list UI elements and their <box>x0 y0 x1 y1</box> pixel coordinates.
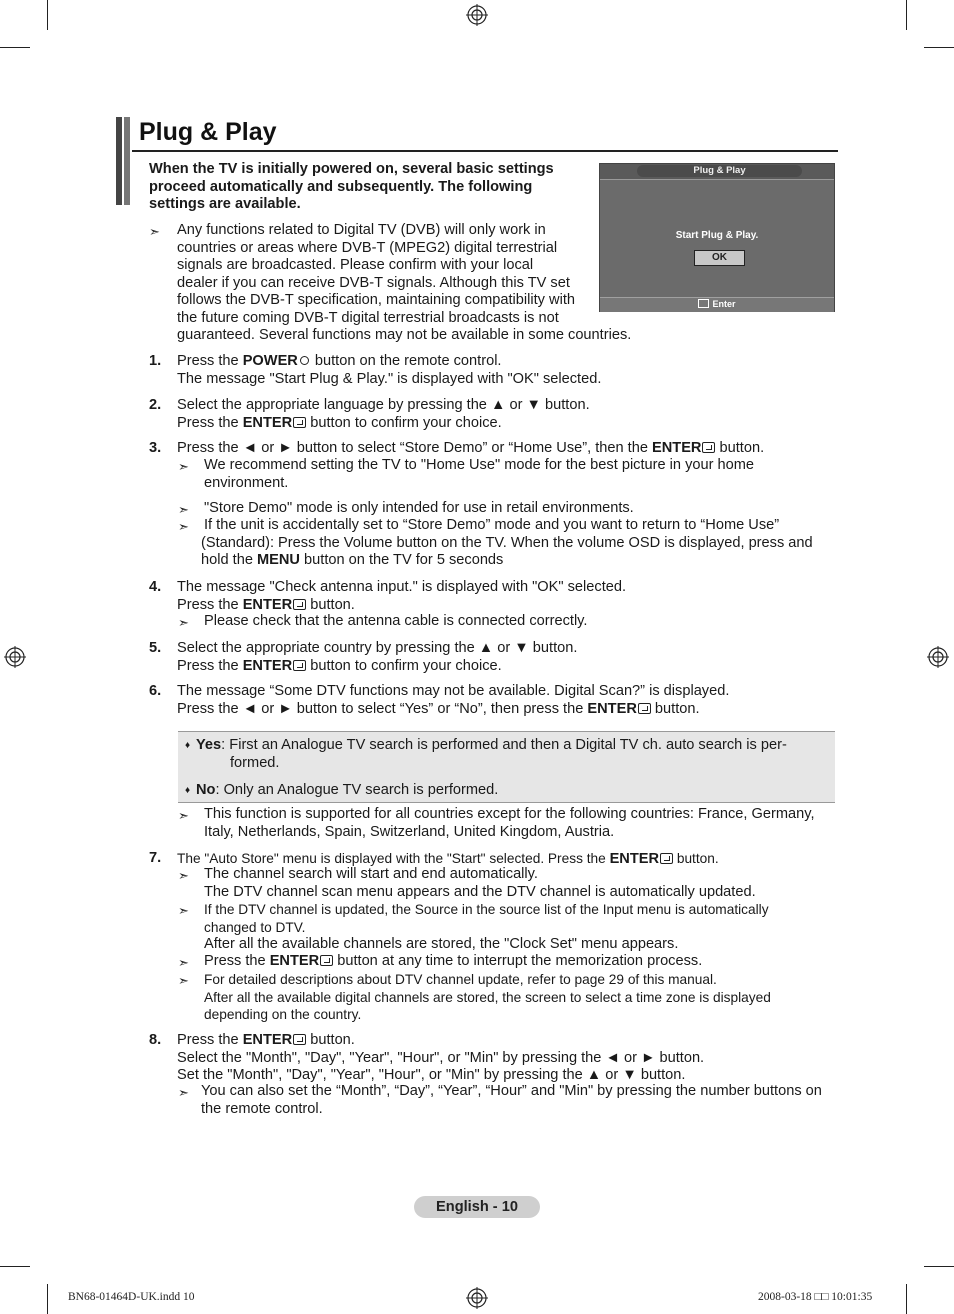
note-line: dealer if you can receive DVB-T signals. Although this TV set <box>177 274 570 291</box>
step-6-note <box>204 806 839 841</box>
registration-mark-icon <box>466 4 488 26</box>
step-number: 6. <box>149 683 162 699</box>
step-number: 4. <box>149 579 162 595</box>
step-text: button. <box>306 596 355 613</box>
note-line: You can also set the “Month”, “Day”, “Year”, “Hour” and "Min" by pressing the number buttons on <box>201 1083 822 1099</box>
crop-mark <box>0 47 30 48</box>
step-text: Press the ◄ or ► button to select “Store Demo” or “Home Use”, then the <box>177 440 652 456</box>
note-arrow-icon: ➣ <box>178 868 189 883</box>
note-arrow-icon: ➣ <box>178 1085 189 1100</box>
step-1 <box>177 353 837 388</box>
intro-line: proceed automatically and subsequently. The following <box>149 178 533 195</box>
note-arrow-icon: ➣ <box>178 903 189 918</box>
enter-icon <box>293 417 306 428</box>
step-4 <box>177 579 837 614</box>
crop-mark <box>47 1284 48 1314</box>
step-3-note-1 <box>204 457 839 492</box>
step-2 <box>177 397 837 432</box>
crop-mark <box>0 1266 30 1267</box>
note-line: depending on the country. <box>204 1007 362 1022</box>
note-line: Press the <box>204 953 270 969</box>
option-text: formed. <box>230 754 280 771</box>
note-line: the remote control. <box>201 1100 323 1117</box>
step-text: Press the <box>177 596 243 613</box>
footer-file-info: BN68-01464D-UK.indd 10 <box>68 1291 195 1303</box>
step-number: 1. <box>149 353 162 369</box>
step-text: button to confirm your choice. <box>306 657 502 674</box>
ok-button: OK <box>694 250 745 266</box>
registration-mark-icon <box>4 646 26 668</box>
step-text: button. <box>715 440 765 456</box>
step-3-note-3 <box>201 517 839 570</box>
note-line: For detailed descriptions about DTV channel update, refer to page 29 of this manual. <box>204 972 717 987</box>
note-line: This function is supported for all countries except for the following countries: France, Germany, <box>204 806 815 822</box>
step-3-note-2: "Store Demo" mode is only intended for use in retail environments. <box>204 500 634 516</box>
step-number: 7. <box>149 850 162 866</box>
note-line: If the DTV channel is updated, the Source in the source list of the Input menu is automatically <box>204 902 769 917</box>
screen-footer <box>600 297 834 312</box>
crop-mark <box>906 1284 907 1314</box>
enter-label: ENTER <box>242 596 293 613</box>
registration-mark-icon <box>927 646 949 668</box>
bullet-icon: ♦ <box>185 785 191 796</box>
note-line: (Standard): Press the Volume button on the TV. When the volume OSD is displayed, press and <box>201 534 813 551</box>
note-line: After all the available digital channels are stored, the screen to select a time zone is displayed <box>204 989 771 1005</box>
registration-mark-icon <box>466 1287 488 1309</box>
enter-icon <box>293 660 306 671</box>
intro-line: settings are available. <box>149 196 301 213</box>
step-text: Press the <box>177 414 243 431</box>
step-text: The message “Some DTV functions may not be available. Digital Scan?” is displayed. <box>177 683 730 699</box>
note-arrow-icon: ➣ <box>178 459 189 474</box>
screen-message: Start Plug & Play. <box>675 230 759 241</box>
intro-line: When the TV is initially powered on, several basic settings <box>149 161 554 177</box>
enter-icon <box>660 853 673 864</box>
step-number: 2. <box>149 397 162 413</box>
note-line: We recommend setting the TV to "Home Use" mode for the best picture in your home <box>204 457 755 473</box>
note-line: The channel search will start and end automatically. <box>204 866 538 882</box>
step-text: Select the "Month", "Day", "Year", "Hour", or "Min" by pressing the ◄ or ► button. <box>177 1049 705 1066</box>
step-text: The message "Start Plug & Play." is displayed with "OK" selected. <box>177 370 602 387</box>
note-arrow-icon: ➣ <box>178 502 189 517</box>
note-line: The DTV channel scan menu appears and the DTV channel is automatically updated. <box>204 883 756 900</box>
step-text: button on the remote control. <box>310 353 502 369</box>
step-5 <box>177 640 837 675</box>
note-line: button on the TV for 5 seconds <box>299 552 504 568</box>
dvb-note <box>177 222 647 345</box>
note-line: Italy, Netherlands, Spain, Switzerland, United Kingdom, Austria. <box>204 823 615 840</box>
enter-label: ENTER <box>242 657 293 674</box>
crop-mark <box>924 1266 954 1267</box>
heading-bar <box>116 117 122 205</box>
note-arrow-icon: ➣ <box>178 808 189 823</box>
heading-rule <box>132 150 838 152</box>
note-line: changed to DTV. <box>204 919 306 935</box>
note-line: signals are broadcasted. Please confirm with your local <box>177 257 534 273</box>
step-text: Select the appropriate country by pressing the ▲ or ▼ button. <box>177 640 578 656</box>
note-arrow-icon: ➣ <box>178 519 189 534</box>
enter-icon <box>638 703 651 714</box>
enter-label: ENTER <box>242 1032 293 1048</box>
enter-label: ENTER <box>242 414 293 431</box>
menu-label: MENU <box>257 552 300 568</box>
option-no <box>196 782 826 800</box>
note-line: hold the <box>201 552 257 568</box>
enter-label: ENTER <box>587 700 637 717</box>
step-7-note-1 <box>204 866 839 901</box>
screen-header: Plug & Play <box>637 165 802 177</box>
option-yes <box>196 737 826 772</box>
enter-icon <box>293 1034 306 1045</box>
option-text: : First an Analogue TV search is performed and then a Digital TV ch. auto search is per- <box>221 737 787 753</box>
enter-icon <box>698 299 709 308</box>
note-line: button at any time to interrupt the memorization process. <box>333 953 703 969</box>
bullet-icon: ♦ <box>185 740 191 751</box>
note-line: If the unit is accidentally set to “Store Demo” mode and you want to return to “Home Use” <box>204 517 780 533</box>
crop-mark <box>47 0 48 30</box>
page-number-label: English - 10 <box>414 1196 540 1218</box>
step-text: button. <box>673 851 719 866</box>
screen-divider <box>600 179 834 180</box>
note-line: guaranteed. Several functions may not be available in some countries. <box>177 327 632 343</box>
enter-icon <box>702 442 715 453</box>
footer-timestamp: 2008-03-18 □□ 10:01:35 <box>758 1291 873 1303</box>
step-8-note <box>201 1083 841 1118</box>
enter-icon <box>293 599 306 610</box>
power-icon <box>300 356 309 365</box>
step-number: 5. <box>149 640 162 656</box>
intro-text <box>149 161 579 214</box>
step-text: Press the ◄ or ► button to select “Yes” or “No”, then press the <box>177 700 588 717</box>
step-text: The "Auto Store" menu is displayed with the "Start" selected. Press the <box>177 851 610 866</box>
step-7-note-2 <box>204 901 839 954</box>
tv-screen-illustration <box>599 163 835 312</box>
step-number: 3. <box>149 440 162 456</box>
enter-label: ENTER <box>269 953 320 969</box>
step-text: button to confirm your choice. <box>306 414 502 431</box>
step-4-note: Please check that the antenna cable is connected correctly. <box>204 613 588 629</box>
step-7-note-3 <box>204 953 839 971</box>
note-line: follows the DVB-T specification, maintaining compatibility with <box>177 292 575 308</box>
note-arrow-icon: ➣ <box>178 615 189 630</box>
note-line: environment. <box>204 474 289 491</box>
crop-mark <box>924 47 954 48</box>
note-line: countries or areas where DVB-T (MPEG2) digital terrestrial <box>177 239 558 256</box>
note-arrow-icon: ➣ <box>149 224 160 239</box>
step-text: Select the appropriate language by pressing the ▲ or ▼ button. <box>177 397 590 413</box>
step-text: Set the "Month", "Day", "Year", "Hour", or "Min" by pressing the ▲ or ▼ button. <box>177 1067 686 1083</box>
step-7-note-4 <box>204 971 839 1024</box>
step-number: 8. <box>149 1032 162 1048</box>
crop-mark <box>906 0 907 30</box>
step-text: Press the <box>177 657 243 674</box>
enter-label: ENTER <box>609 851 660 867</box>
step-8 <box>177 1032 837 1085</box>
power-label: POWER <box>242 353 298 369</box>
note-line: After all the available channels are stored, the "Clock Set" menu appears. <box>204 936 679 952</box>
page-title: Plug & Play <box>139 118 277 146</box>
note-line: Any functions related to Digital TV (DVB) will only work in <box>177 222 546 238</box>
step-text: button. <box>306 1032 355 1048</box>
heading-bar <box>124 117 130 205</box>
option-label: Yes <box>196 737 222 753</box>
note-arrow-icon: ➣ <box>178 955 189 970</box>
step-text: Press the <box>177 353 243 369</box>
enter-label: ENTER <box>652 440 702 456</box>
screen-footer-label: Enter <box>712 299 736 309</box>
screen-header-bar <box>600 164 834 179</box>
step-3 <box>177 440 837 458</box>
option-text: : Only an Analogue TV search is performed. <box>215 782 499 798</box>
step-text: Press the <box>177 1032 243 1048</box>
step-text: button. <box>650 700 700 717</box>
step-text: The message "Check antenna input." is displayed with "OK" selected. <box>177 579 627 595</box>
step-6 <box>177 683 837 718</box>
option-label: No <box>196 782 216 798</box>
enter-icon <box>320 955 333 966</box>
note-line: the future coming DVB-T digital terrestrial broadcasts is not <box>177 309 559 326</box>
note-arrow-icon: ➣ <box>178 973 189 988</box>
